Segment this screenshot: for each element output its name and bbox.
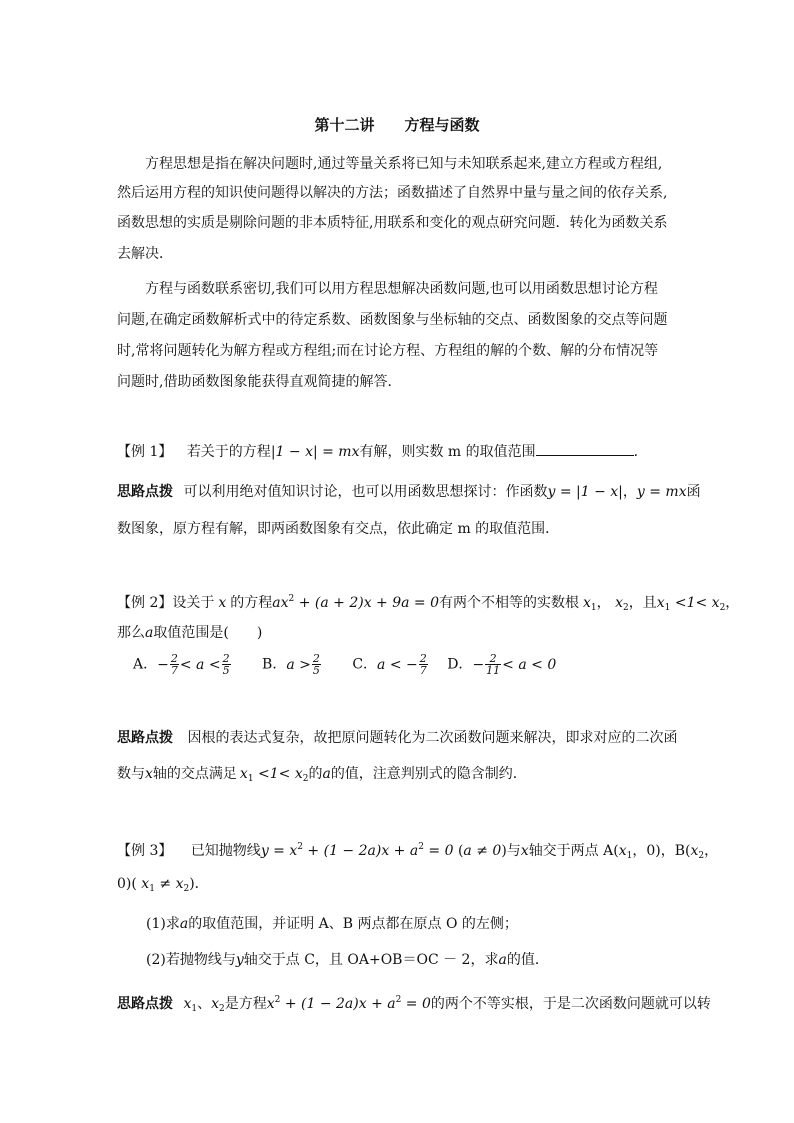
question-2-end: 的值． (506, 952, 549, 968)
example-1-label: 【例 1】 (117, 444, 173, 460)
hint-text: 可以利用绝对值知识讨论，也可以用函数思想探讨：作函数 (183, 484, 548, 500)
option-d-label: D． (447, 656, 473, 673)
example-3-hint (117, 989, 711, 1020)
example-2-text-c: 有两个不相等的实数根 (439, 595, 580, 611)
option-c-label: C． (352, 656, 378, 673)
lecture-topic: 方程与函数 (404, 116, 480, 134)
question-2 (146, 949, 706, 971)
root-x2: $x_2$ (211, 996, 225, 1014)
intro-p1-line3: 函数思想的实质是剔除问题的非本质特征,用联系和变化的观点研究问题．转化为函数关系 (117, 215, 668, 231)
variable-a: a (145, 625, 154, 641)
hint-label: 思路点拨 (117, 484, 173, 500)
roots-not-equal: $x_1 \ne x_2$ (141, 876, 190, 894)
hint-text-b3: 的 (308, 766, 323, 782)
hint-text-b2: 轴的交点满足 (152, 766, 237, 782)
example-1-text: 若关于的方程 (186, 444, 271, 460)
hint-separator: ， (622, 484, 637, 500)
example-3-end: ， (704, 843, 719, 859)
question-1-text: (1)求 (146, 916, 180, 932)
variable-x: x (145, 766, 153, 782)
example-3-text: 已知抛物线 (190, 843, 261, 859)
intro-p1-line4: 去解决． (117, 246, 173, 262)
hint-text-b1: 数与 (117, 766, 145, 782)
intro-p2-line3: 时,常将问题转化为解方程或方程组;而在讨论方程、方程组的解的个数、解的分布情况等 (117, 343, 659, 359)
example-3-line2-b: )． (189, 876, 209, 892)
root-condition: $x_1 <1< x_2$ (656, 595, 726, 613)
intro-p1-line1: 方程思想是指在解决问题时,通过等量关系将已知与未知联系起来,建立方程或方程组, (145, 156, 663, 172)
hint-label: 思路点拨 (117, 730, 173, 746)
example-3-text-d: ，0)，B( (632, 843, 691, 859)
example-2-text: 设关于 (172, 595, 215, 611)
example-1-hint-line2: 数图象，原方程有解，即两函数图象有交点，依此确定 m 的取值范围． (117, 521, 560, 537)
variable-a: a (179, 916, 189, 932)
hint-function-2: y = mx (636, 484, 687, 500)
example-3 (117, 836, 719, 867)
example-2-end: ， (725, 595, 740, 611)
intro-p2-line1: 方程与函数联系密切,我们可以用方程思想解决函数问题,也可以用函数思想讨论方程 (145, 281, 658, 297)
hint-sep: 、 (197, 996, 212, 1012)
root-condition: $x_1 <1< x_2$ (239, 766, 309, 784)
variable-a: a (498, 952, 507, 968)
variable-y: y (235, 952, 244, 968)
variable-a: a (322, 766, 331, 782)
answer-blank[interactable] (536, 443, 634, 456)
question-1-text-b: 的取值范围，并证明 A、B 两点都在原点 O 的左侧； (188, 916, 518, 932)
example-2-hint-line2 (117, 763, 677, 790)
question-2-text-b: 轴交于点 C，且 OA+OB＝OC － 2，求 (243, 952, 499, 968)
example-1-equation: |1 − x| = mx (270, 444, 360, 460)
a-not-zero: a ≠ 0 (463, 843, 502, 859)
example-2-options (133, 653, 693, 676)
example-2-text-d: ，且 (628, 595, 657, 611)
hint-function-1: y = |1 − x| (547, 484, 623, 500)
example-3-text-c: 轴交于两点 A( (528, 843, 619, 859)
intro-p2-line2: 问题,在确定函数解析式中的待定系数、函数图象与坐标轴的交点、函数图象的交点等问题 (117, 312, 668, 328)
option-c[interactable]: C．a < − $\frac{2}{7}$ (352, 652, 427, 677)
hint-text-end: 的两个不等实根，于是二次函数问题就可以转 (430, 996, 711, 1012)
option-b-label: B． (262, 656, 287, 673)
hint-equation: $x^2 + (1 - 2a)x + a^2 = 0$ (266, 995, 431, 1012)
question-1 (146, 913, 706, 935)
example-1-text-b: 有解，则实数 m 的取值范围 (359, 444, 536, 460)
option-a-label: A． (133, 656, 158, 673)
example-3-label: 【例 3】 (117, 843, 173, 859)
option-d[interactable]: D．− $\frac{2}{11}$ < a < 0 (447, 652, 557, 677)
parabola-equation: $y = x^2 + (1 - 2a)x + a^2 = 0$ (260, 842, 454, 859)
example-2-line2 (117, 622, 677, 644)
root-x1: $x_1$ (618, 843, 633, 861)
example-2-hint (117, 727, 677, 749)
example-3-text-b: )与 (501, 843, 521, 859)
intro-p1-line2: 然后运用方程的知识使问题得以解决的方法；函数描述了自然界中量与量之间的依存关系, (117, 185, 668, 201)
example-2-label: 【例 2】 (117, 595, 173, 611)
example-1 (117, 441, 677, 463)
example-3-line2-a: 0)( (117, 876, 137, 892)
question-2-text: (2)若抛物线与 (146, 952, 236, 968)
example-3-line2 (117, 873, 677, 900)
page-title (0, 114, 794, 135)
example-2: 【例 2】设关于 x 的方程$ax^2 + (a + 2)x + 9a = 0$有两个不相等的实数根 $x_1$， $x_2$，且$x_1 <1< x_2$， (117, 594, 740, 613)
example-2-equation: $ax^2 + (a + 2)x + 9a = 0$ (272, 594, 440, 611)
option-b[interactable]: B．a > $\frac{2}{5}$ (262, 652, 320, 677)
hint-text-b4: 的值，注意判别式的隐含制约． (330, 766, 527, 782)
example-1-end: ． (633, 444, 648, 460)
example-1-hint (117, 481, 701, 503)
root-x1: $x_1$ (183, 996, 198, 1014)
paren-open: ( (457, 843, 464, 859)
option-a[interactable]: A．− $\frac{2}{7}$ < a < $\frac{2}{5}$ (133, 652, 230, 677)
lecture-number: 第十二讲 (314, 116, 375, 134)
hint-text-end: 函 (686, 484, 701, 500)
root-x1: $x_1$ (583, 595, 597, 613)
root-x2: $x_2$ (690, 843, 705, 861)
hint-text: 因根的表达式复杂，故把原问题转化为二次函数问题来解决，即求对应的二次函 (187, 730, 678, 746)
root-x2: $x_2$ (615, 595, 629, 613)
example-2-text-b: 的方程 (230, 595, 273, 611)
example-2-question: 取值范围是( ) (153, 625, 263, 641)
variable-x: x (218, 595, 227, 611)
hint-text: 是方程 (224, 996, 267, 1012)
example-2-line2-text: 那么 (117, 625, 145, 641)
hint-label: 思路点拨 (117, 996, 173, 1012)
intro-p2-line4: 问题时,借助函数图象能获得直观简捷的解答． (117, 374, 402, 390)
variable-x: x (520, 843, 529, 859)
